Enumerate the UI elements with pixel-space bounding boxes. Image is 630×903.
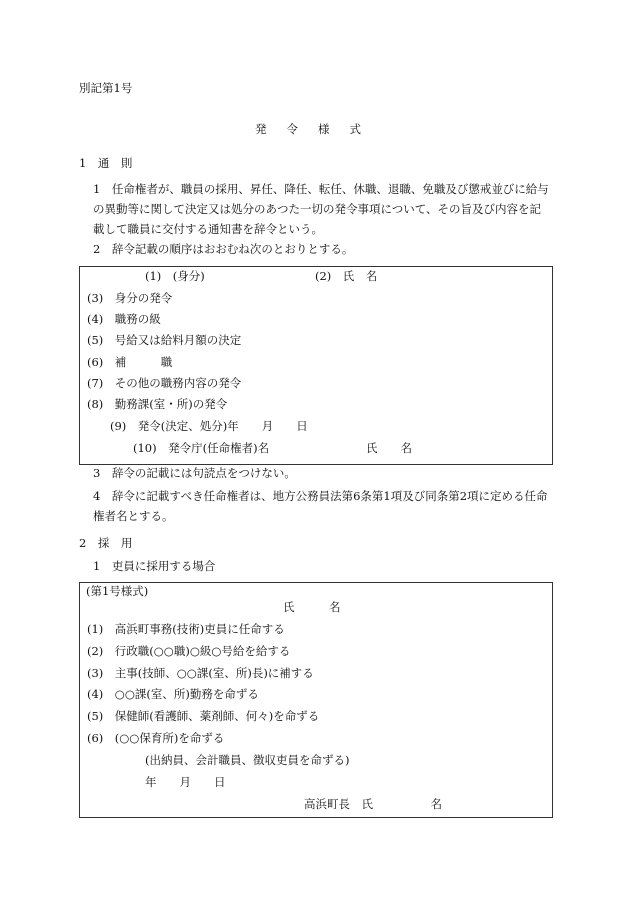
document-number: 別記第1号 <box>79 81 133 95</box>
form-label: (第1号様式) <box>86 584 149 598</box>
form-item-3: (3) 主事(技師、○○課(室、所)長)に補する <box>87 666 314 680</box>
form-item-4: (4) ○○課(室、所)勤務を命ずる <box>87 687 259 701</box>
form-item-6: (6) (○○保育所)を命ずる <box>87 731 225 745</box>
section-heading-hiring: 2 採 用 <box>79 536 133 550</box>
form-date: 年 月 日 <box>145 775 226 789</box>
paragraph-4-line-1: 4 辞令に記載すべき任命権者は、地方公務員法第6条第1項及び同条第2項に定める任命 <box>93 489 548 503</box>
page-title: 発令様式 <box>255 122 381 136</box>
order-item-8: (8) 勤務課(室・所)の発令 <box>87 397 228 411</box>
order-item-1: (1) (身分) <box>145 269 205 283</box>
section-heading-general: 1 通 則 <box>79 156 133 170</box>
paragraph-1-line-2: の異動等に関して決定又は処分のあつた一切の発令事項について、その旨及び内容を記 <box>93 202 542 216</box>
order-item-2: (2) 氏 名 <box>315 269 378 283</box>
paragraph-2: 2 辞令記載の順序はおおむね次のとおりとする。 <box>93 242 354 256</box>
order-item-4: (4) 職務の級 <box>87 312 161 326</box>
subsection-heading: 1 吏員に採用する場合 <box>93 559 216 573</box>
paragraph-1-line-3: 載して職員に交付する通知書を辞令という。 <box>93 222 323 236</box>
form-note: (出納員、会計職員、徴収吏員を命ずる) <box>145 753 350 767</box>
order-item-3: (3) 身分の発令 <box>87 291 173 305</box>
form-item-5: (5) 保健師(看護師、薬剤師、何々)を命ずる <box>87 709 320 723</box>
form-item-1: (1) 高浜町事務(技術)吏員に任命する <box>87 622 285 636</box>
order-item-6: (6) 補 職 <box>87 355 173 369</box>
order-item-9: (9) 発令(決定、処分)年 月 日 <box>110 419 308 433</box>
form-name-line: 氏 名 <box>283 600 341 614</box>
form-item-2: (2) 行政職(○○職)○級○号給を給する <box>87 644 291 658</box>
order-item-5: (5) 号給又は給料月額の決定 <box>87 333 242 347</box>
paragraph-1-line-1: 1 任命権者が、職員の採用、昇任、降任、転任、休職、退職、免職及び懲戒並びに給与 <box>93 182 549 196</box>
paragraph-4-line-2: 権者名とする。 <box>93 509 174 523</box>
order-item-10: (10) 発令庁(任命権者)名 <box>133 441 270 455</box>
form-signer: 高浜町長 氏 名 <box>304 797 442 811</box>
order-item-7: (7) その他の職務内容の発令 <box>87 376 242 390</box>
order-item-10-name: 氏 名 <box>366 441 412 455</box>
paragraph-3: 3 辞令の記載には句読点をつけない。 <box>93 466 296 480</box>
